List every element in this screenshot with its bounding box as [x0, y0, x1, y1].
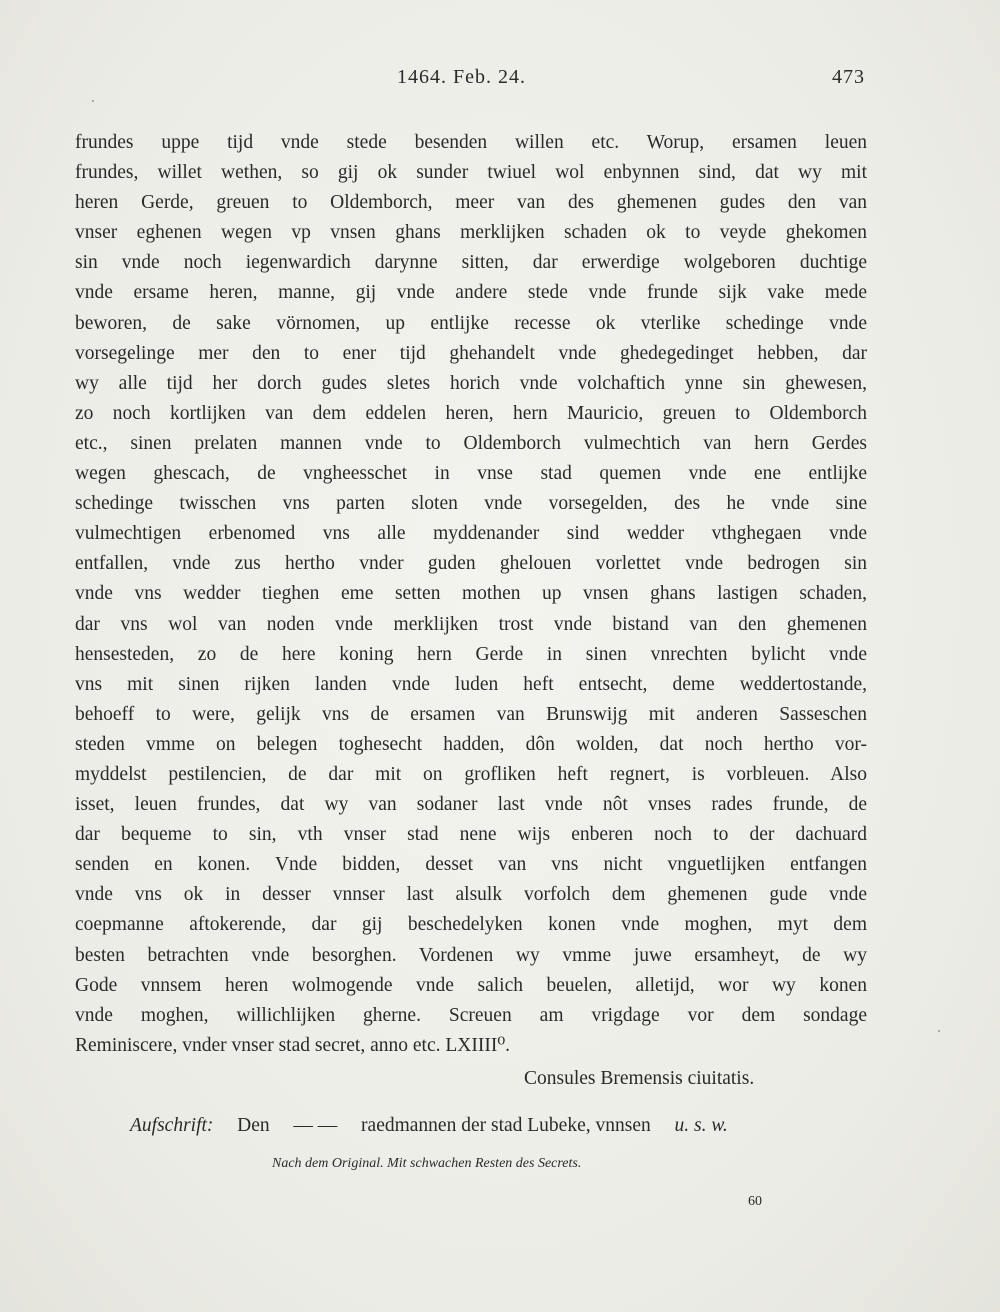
text-line: vnde moghen, willichlijken gherne. Screuen am vrigdage vor dem sondage	[75, 1004, 867, 1026]
text-line: sin vnde noch iegenwardich darynne sitten, dar erwerdige wolgeboren duchtige	[75, 252, 867, 274]
text-line: hensesteden, zo de here koning hern Gerde in sinen vnrechten bylicht vnde	[75, 643, 867, 665]
text-line: etc., sinen prelaten mannen vnde to Oldemborch vulmechtich van hern Gerdes	[75, 432, 867, 454]
text-line: vnde vns ok in desser vnnser last alsulk vorfolch dem ghemenen gude vnde	[75, 884, 867, 906]
paper-speck	[92, 100, 94, 102]
address-label: Aufschrift:	[130, 1115, 214, 1136]
text-line: vns mit sinen rijken landen vnde luden heft entsecht, deme weddertostande,	[75, 673, 867, 695]
text-line: vnde ersame heren, manne, gij vnde andere stede vnde frunde sijk vake mede	[75, 282, 867, 304]
text-line: schedinge twisschen vns parten sloten vnde vorsegelden, des he vnde sine	[75, 493, 867, 515]
running-head	[75, 66, 865, 96]
address-abbrev: u. s. w.	[674, 1115, 728, 1136]
page-number: 473	[832, 66, 865, 88]
signature-mark: 60	[748, 1194, 762, 1209]
paper-speck	[938, 1030, 940, 1032]
text-line: vnde vns wedder tieghen eme setten mothen up vnsen ghans lastigen schaden,	[75, 583, 867, 605]
text-line: vulmechtigen erbenomed vns alle myddenander sind wedder vthghegaen vnde	[75, 523, 867, 545]
text-line: isset, leuen frundes, dat wy van sodaner last vnde nôt vnses rades frunde, de	[75, 794, 867, 816]
text-line: coepmanne aftokerende, dar gij beschedelyken konen vnde moghen, myt dem	[75, 914, 867, 936]
source-note: Nach dem Original. Mit schwachen Resten des Secrets.	[272, 1156, 582, 1171]
address-text-1: Den	[237, 1115, 270, 1136]
text-line: senden en konen. Vnde bidden, desset van vns nicht vnguetlijken entfangen	[75, 854, 867, 876]
text-line: dar bequeme to sin, vth vnser stad nene wijs enberen noch to der dachuard	[75, 824, 867, 846]
header-date: 1464. Feb. 24.	[397, 66, 526, 88]
text-line: zo noch kortlijken van dem eddelen heren, hern Mauricio, greuen to Oldemborch	[75, 402, 867, 424]
signature-line: Consules Bremensis ciuitatis.	[524, 1068, 755, 1089]
address-line	[130, 1115, 728, 1137]
text-line: besten betrachten vnde besorghen. Vordenen wy vmme juwe ersamheyt, de wy	[75, 944, 867, 966]
text-line: heren Gerde, greuen to Oldemborch, meer van des ghemenen gudes den van	[75, 192, 867, 214]
address-text-2: raedmannen der stad Lubeke, vnnsen	[361, 1115, 651, 1136]
text-line: dar vns wol van noden vnde merklijken trost vnde bistand van den ghemenen	[75, 613, 867, 635]
text-line: frundes, willet wethen, so gij ok sunder twiuel wol enbynnen sind, dat wy mit	[75, 162, 867, 184]
text-line: frundes uppe tijd vnde stede besenden willen etc. Worup, ersamen leuen	[75, 132, 867, 153]
document-body	[75, 128, 867, 1061]
text-line: behoeff to were, gelijk vns de ersamen van Brunswijg mit anderen Sasseschen	[75, 703, 867, 725]
text-line: vnser eghenen wegen vp vnsen ghans merklijken schaden ok to veyde ghekomen	[75, 222, 867, 244]
text-line: Gode vnnsem heren wolmogende vnde salich beuelen, alletijd, wor wy konen	[75, 974, 867, 996]
text-line: myddelst pestilencien, de dar mit on grofliken heft regnert, is vorbleuen. Also	[75, 763, 867, 785]
text-line: wy alle tijd her dorch gudes sletes horich vnde volchaftich ynne sin ghewesen,	[75, 372, 867, 394]
text-line: beworen, de sake vörnomen, up entlijke recesse ok vterlike schedinge vnde	[75, 312, 867, 334]
text-line: Reminiscere, vnder vnser stad secret, anno etc. LXIIII⁰.	[75, 1034, 511, 1056]
text-line: steden vmme on belegen toghesecht hadden, dôn wolden, dat noch hertho vor-	[75, 733, 867, 755]
address-dashes: — —	[293, 1115, 338, 1136]
text-line: wegen ghescach, de vngheesschet in vnse stad quemen vnde ene entlijke	[75, 463, 867, 485]
text-line: entfallen, vnde zus hertho vnder guden ghelouen vorlettet vnde bedrogen sin	[75, 553, 867, 575]
text-line: vorsegelinge mer den to ener tijd ghehandelt vnde ghedegedinget hebben, dar	[75, 342, 867, 364]
